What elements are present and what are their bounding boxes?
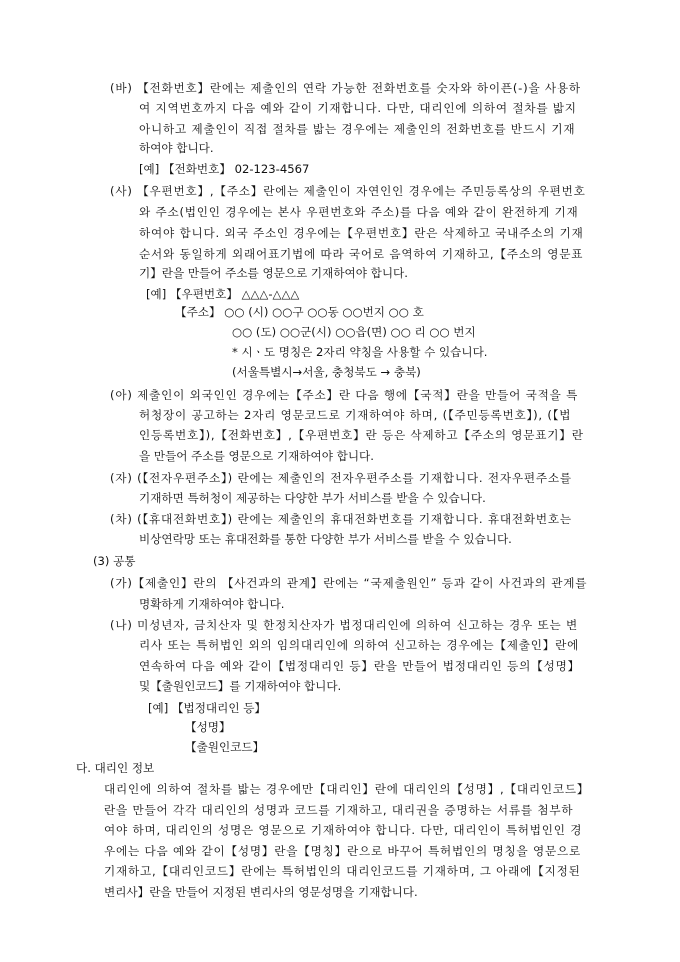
- text-line: 리사 또는 특허법인 외의 임의대리인에 의하여 신고하는 경우에는【제출인】란에: [139, 638, 580, 652]
- text-line: 연속하여 다음 예와 같이【법정대리인 등】란을 만들어 법정대리인 등의【성명】: [139, 659, 580, 673]
- text-line: 하여야 합니다.: [139, 141, 214, 155]
- text-line: 비상연락망 또는 휴대전화를 통한 다양한 부가 서비스를 받을 수 있습니다.: [139, 532, 512, 546]
- text-line: 및【출원인코드】를 기재하여야 합니다.: [139, 679, 342, 693]
- text-line: 허청장이 공고하는 2자리 영문코드로 기재하여야 하며, (【주민등록번호】), (【법: [139, 408, 572, 422]
- text-line: 아니하고 제출인이 직접 절차를 밟는 경우에는 제출인의 전화번호를 반드시 기재: [139, 122, 576, 136]
- text-line: 란을 만들어 각각 대리인의 성명과 코드를 기재하고, 대리권을 증명하는 서류를 첨부하: [104, 803, 574, 817]
- text-line: 기】란을 만들어 주소를 영문으로 기재하여야 합니다.: [139, 266, 408, 280]
- text-line: 변리사】란을 만들어 지정된 변리사의 영문성명을 기재합니다.: [104, 885, 418, 899]
- text-line: 명확하게 기재하여야 합니다.: [139, 597, 285, 611]
- text-line: * 시ㆍ도 명칭은 2자리 약칭을 사용할 수 있습니다.: [232, 345, 488, 359]
- text-line: 대리인에 의하여 절차를 밟는 경우에만【대리인】란에 대리인의【성명】,【대리인코드】: [104, 782, 590, 796]
- text-line: (바) 【전화번호】란에는 제출인의 연락 가능한 전화번호를 숫자와 하이픈(-)을 사용하: [110, 81, 581, 95]
- text-line: 을 만들어 주소를 영문으로 기재하여야 합니다.: [139, 449, 374, 463]
- text-line: 여야 하며, 대리인의 성명은 영문으로 기재하여야 합니다. 다만, 대리인이 특허법인인 경: [104, 823, 583, 837]
- text-line: 기재하고,【대리인코드】란에는 특허법인의 대리인코드를 기재하며, 그 아래에【지정된: [104, 864, 581, 878]
- text-line: 하여야 합니다. 외국 주소인 경우에는【우편번호】란은 삭제하고 국내주소의 기재: [139, 226, 584, 240]
- text-line: 인등록번호】),【전화번호】,【우편번호】란 등은 삭제하고【주소의 영문표기】란: [139, 428, 584, 442]
- text-line: (가)【제출인】란의 【사건과의 관계】란에는 “국제출원인” 등과 같이 사건과의 관계를: [110, 576, 588, 590]
- text-line: (나) 미성년자, 금치산자 및 한정치산자가 법정대리인에 의하여 신고하는 경우 또는 변: [110, 618, 578, 632]
- text-line: 【출원인코드】: [185, 740, 265, 754]
- text-line: 와 주소(법인인 경우에는 본사 우편번호와 주소)를 다음 예와 같이 완전하게 기재: [139, 205, 579, 219]
- text-line: ○○ (도) ○○군(시) ○○읍(면) ○○ 리 ○○ 번지: [232, 325, 476, 339]
- text-line: (사) 【우편번호】,【주소】란에는 제출인이 자연인인 경우에는 주민등록상의 우편번호: [110, 184, 586, 198]
- text-line: (아) 제출인이 외국인인 경우에는【주소】란 다음 행에【국적】란을 만들어 국적을 특: [110, 388, 579, 402]
- text-line: [예] 【우편번호】 △△△-△△△: [146, 287, 300, 301]
- text-line: (3) 공통: [93, 554, 136, 568]
- text-line: 우에는 다음 예와 같이【성명】란을【명칭】란으로 바꾸어 특허법인의 명칭을 영문으로: [104, 844, 581, 858]
- text-line: 여 지역번호까지 다음 예와 같이 기재합니다. 다만, 대리인에 의하여 절차를 밟지: [139, 101, 577, 115]
- text-line: (차) (【휴대전화번호】) 란에는 제출인의 휴대전화번호를 기재합니다. 휴대전화번호는: [110, 512, 572, 526]
- text-line: 【성명】: [185, 720, 231, 734]
- text-line: [예] 【전화번호】 02-123-4567: [139, 162, 310, 176]
- text-line: 【주소】 ○○ (시) ○○구 ○○동 ○○번지 ○○ 호: [175, 305, 424, 319]
- text-line: 순서와 동일하게 외래어표기법에 따라 국어로 음역하여 기재하고,【주소의 영문표: [139, 247, 584, 261]
- text-line: (자) (【전자우편주소】) 란에는 제출인의 전자우편주소를 기재합니다. 전자우편주소를: [110, 471, 572, 485]
- text-line: 다. 대리인 정보: [76, 761, 155, 775]
- text-line: 기재하면 특허청이 제공하는 다양한 부가 서비스를 받을 수 있습니다.: [139, 491, 486, 505]
- text-line: (서울특별시→서울, 충청북도 → 충북): [232, 365, 421, 379]
- text-line: [예] 【법정대리인 등】: [148, 701, 267, 715]
